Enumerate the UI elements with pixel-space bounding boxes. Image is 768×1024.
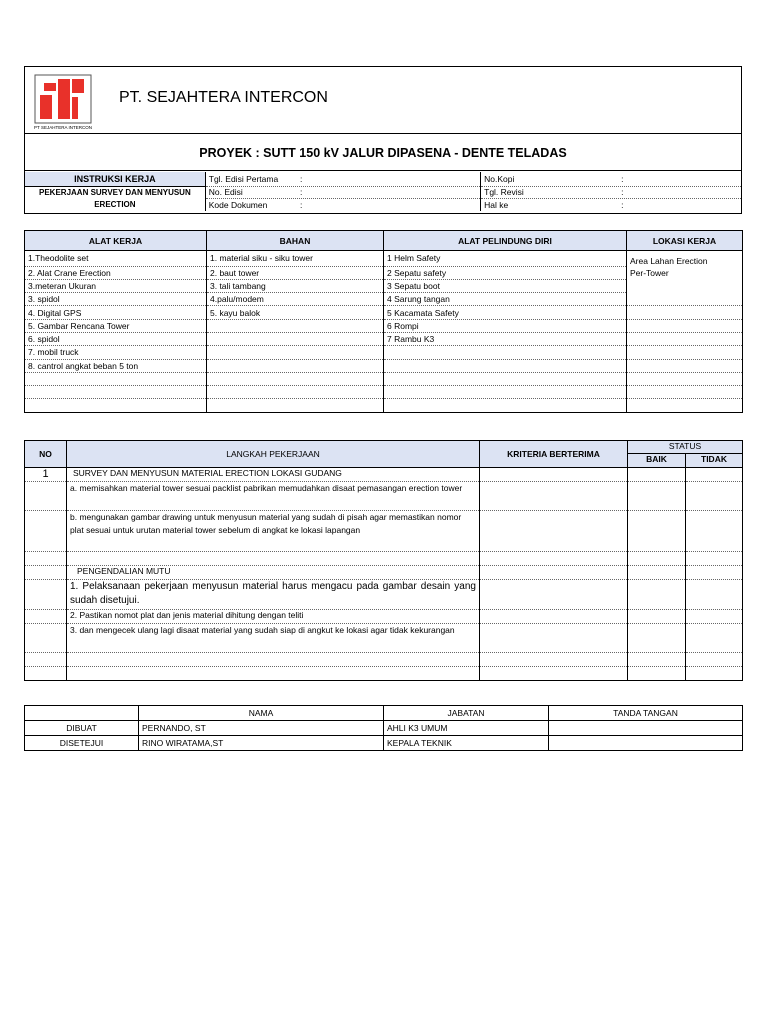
empty-cell xyxy=(384,346,627,359)
bahan-item: 4.palu/modem xyxy=(207,293,384,306)
apd-item: 3 Sepatu boot xyxy=(384,279,627,292)
logo-caption: PT SEJAHTERA INTERCON xyxy=(34,125,92,130)
empty-cell xyxy=(627,399,743,412)
field-sep: : xyxy=(621,187,624,198)
header-kriteria: KRITERIA BERTERIMA xyxy=(480,441,628,468)
header-lokasi: LOKASI KERJA xyxy=(627,231,743,251)
bahan-item: 1. material siku - siku tower xyxy=(207,251,384,267)
empty-cell xyxy=(627,319,743,332)
lokasi-item: Per-Tower xyxy=(630,267,669,278)
field-sep: : xyxy=(300,173,303,184)
apd-item: 1 Helm Safety xyxy=(384,251,627,267)
empty-cell xyxy=(25,386,207,399)
quality-item-3: 3. dan mengecek ulang lagi disaat material yang sudah siap di angkut ke lokasi agar tidak kekurangan xyxy=(67,624,480,653)
empty-cell xyxy=(627,279,743,292)
empty-cell xyxy=(207,372,384,385)
quality-title: PENGENDALIAN MUTU xyxy=(67,566,480,580)
bahan-item: 3. tali tambang xyxy=(207,279,384,292)
instruction-info-table xyxy=(25,172,741,211)
alat-kerja-item: 3.meteran Ukuran xyxy=(25,279,207,292)
signature-table xyxy=(24,705,743,751)
empty-cell xyxy=(627,306,743,319)
apd-item: 6 Rompi xyxy=(384,319,627,332)
step-section-title: SURVEY DAN MENYUSUN MATERIAL ERECTION LOKASI GUDANG xyxy=(67,468,480,482)
steps-table xyxy=(24,440,743,681)
field-label: Kode Dokumen xyxy=(208,199,268,210)
empty-cell xyxy=(207,346,384,359)
header-apd: ALAT PELINDUNG DIRI xyxy=(384,231,627,251)
sig-header-nama: NAMA xyxy=(139,706,384,721)
apd-item: 5 Kacamata Safety xyxy=(384,306,627,319)
sig-header-ttd: TANDA TANGAN xyxy=(549,706,743,721)
alat-kerja-item: 6. spidol xyxy=(25,332,207,345)
header-alat-kerja: ALAT KERJA xyxy=(25,231,207,251)
sig-position: AHLI K3 UMUM xyxy=(384,721,549,736)
empty-cell xyxy=(627,386,743,399)
sig-signature-cell[interactable] xyxy=(549,721,743,736)
sig-position: KEPALA TEKNIK xyxy=(384,736,549,751)
field-label: Tgl. Edisi Pertama xyxy=(208,173,279,184)
lokasi-item: Area Lahan Erection xyxy=(630,256,708,266)
empty-cell xyxy=(627,359,743,372)
instruction-label: INSTRUKSI KERJA xyxy=(25,172,205,186)
work-title: PEKERJAAN SURVEY DAN MENYUSUN ERECTION xyxy=(39,187,191,209)
field-label: Hal ke xyxy=(484,199,509,210)
empty-cell xyxy=(627,346,743,359)
empty-cell xyxy=(627,332,743,345)
alat-kerja-item: 2. Alat Crane Erection xyxy=(25,266,207,279)
empty-cell xyxy=(384,399,627,412)
field-sep: : xyxy=(621,199,624,210)
empty-cell xyxy=(627,293,743,306)
document-header xyxy=(24,66,742,214)
step-item-a: a. memisahkan material tower sesuai packlist pabrikan memudahkan disaat pemasangan erection tower xyxy=(67,482,480,511)
sig-role: DISETEJUI xyxy=(25,736,139,751)
empty-cell xyxy=(207,359,384,372)
header-status: STATUS xyxy=(628,441,743,454)
sig-role: DIBUAT xyxy=(25,721,139,736)
alat-kerja-item: 7. mobil truck xyxy=(25,346,207,359)
sig-header-jabatan: JABATAN xyxy=(384,706,549,721)
header-baik: BAIK xyxy=(628,454,686,468)
apd-item: 2 Sepatu safety xyxy=(384,266,627,279)
empty-cell xyxy=(384,372,627,385)
empty-cell xyxy=(25,372,207,385)
step-item-b: b. mengunakan gambar drawing untuk menyusun material yang sudah di pisah agar memastikan nomor plat sesuai untuk urutan material tower sebelum di angkat ke lokasi lapangan xyxy=(67,511,480,552)
field-sep: : xyxy=(300,187,303,198)
alat-kerja-item: 4. Digital GPS xyxy=(25,306,207,319)
sig-name: PERNANDO, ST xyxy=(139,721,384,736)
alat-kerja-item: 1.Theodolite set xyxy=(25,251,207,267)
step-number: 1 xyxy=(25,468,67,482)
sig-signature-cell[interactable] xyxy=(549,736,743,751)
header-bahan: BAHAN xyxy=(207,231,384,251)
company-name: PT. SEJAHTERA INTERCON xyxy=(119,89,328,106)
field-sep: : xyxy=(300,199,303,210)
quality-item-1: 1. Pelaksanaan pekerjaan menyusun material harus mengacu pada gambar desain yang sudah disetujui. xyxy=(67,580,480,610)
company-logo xyxy=(33,73,93,135)
field-label: No. Edisi xyxy=(208,187,243,198)
empty-cell xyxy=(207,399,384,412)
alat-kerja-item: 8. cantrol angkat beban 5 ton xyxy=(25,359,207,372)
field-label: No.Kopi xyxy=(484,173,515,184)
alat-kerja-item: 5. Gambar Rencana Tower xyxy=(25,319,207,332)
empty-cell xyxy=(627,372,743,385)
empty-cell xyxy=(25,399,207,412)
header-tidak: TIDAK xyxy=(686,454,743,468)
field-sep: : xyxy=(621,173,624,184)
resources-table xyxy=(24,230,743,413)
header-langkah: LANGKAH PEKERJAAN xyxy=(67,441,480,468)
bahan-item: 2. baut tower xyxy=(207,266,384,279)
apd-item: 4 Sarung tangan xyxy=(384,293,627,306)
sig-name: RINO WIRATAMA,ST xyxy=(139,736,384,751)
bahan-item: 5. kayu balok xyxy=(207,306,384,319)
field-label: Tgl. Revisi xyxy=(484,187,524,198)
empty-cell xyxy=(207,386,384,399)
quality-item-2: 2. Pastikan nomot plat dan jenis material dihitung dengan teliti xyxy=(67,610,480,624)
apd-item: 7 Rambu K3 xyxy=(384,332,627,345)
empty-cell xyxy=(207,319,384,332)
alat-kerja-item: 3. spidol xyxy=(25,293,207,306)
empty-cell xyxy=(384,359,627,372)
project-title: PROYEK : SUTT 150 kV JALUR DIPASENA - DENTE TELADAS xyxy=(25,133,741,171)
empty-cell xyxy=(207,332,384,345)
empty-cell xyxy=(384,386,627,399)
header-no: NO xyxy=(25,441,67,468)
